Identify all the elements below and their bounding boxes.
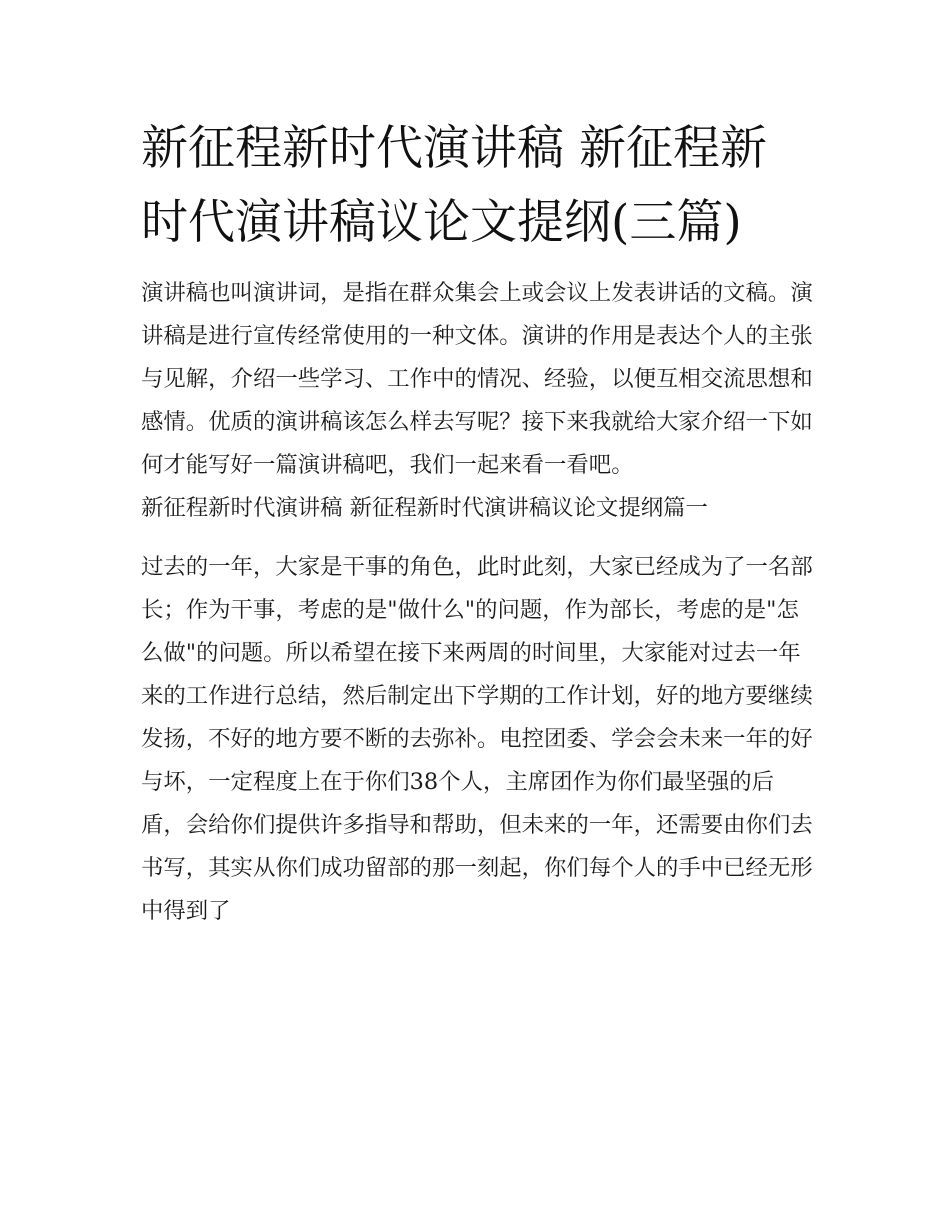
intro-paragraph: 演讲稿也叫演讲词，是指在群众集会上或会议上发表讲话的文稿。演讲稿是进行宣传经常使用的一种文体。演讲的作用是表达个人的主张与见解，介绍一些学习、工作中的情况、经验，以便互相交流思想和感情。优质的演讲稿该怎么样去写呢？接下来我就给大家介绍一下如何才能写好一篇演讲稿吧，我们一起来看一看吧。 xyxy=(141,280,813,478)
document-title: 新征程新时代演讲稿 新征程新时代演讲稿议论文提纲(三篇) xyxy=(141,121,767,250)
document-content xyxy=(141,112,813,933)
body-paragraph: 过去的一年，大家是干事的角色，此时此刻，大家已经成为了一名部长；作为干事，考虑的是"做什么"的问题，作为部长，考虑的是"怎么做"的问题。所以希望在接下来两周的时间里，大家能对过去一年来的工作进行总结，然后制定出下学期的工作计划，好的地方要继续发扬，不好的地方要不断的去弥补。电控团委、学会会未来一年的好与坏，一定程度上在于你们38个人，主席团作为你们最坚强的后盾，会给你们提供许多指导和帮助，但未来的一年，还需要由你们去书写，其实从你们成功留部的那一刻起，你们每个人的手中已经无形中得到了 xyxy=(141,554,813,924)
section-heading: 新征程新时代演讲稿 新征程新时代演讲稿议论文提纲篇一 xyxy=(141,495,708,521)
